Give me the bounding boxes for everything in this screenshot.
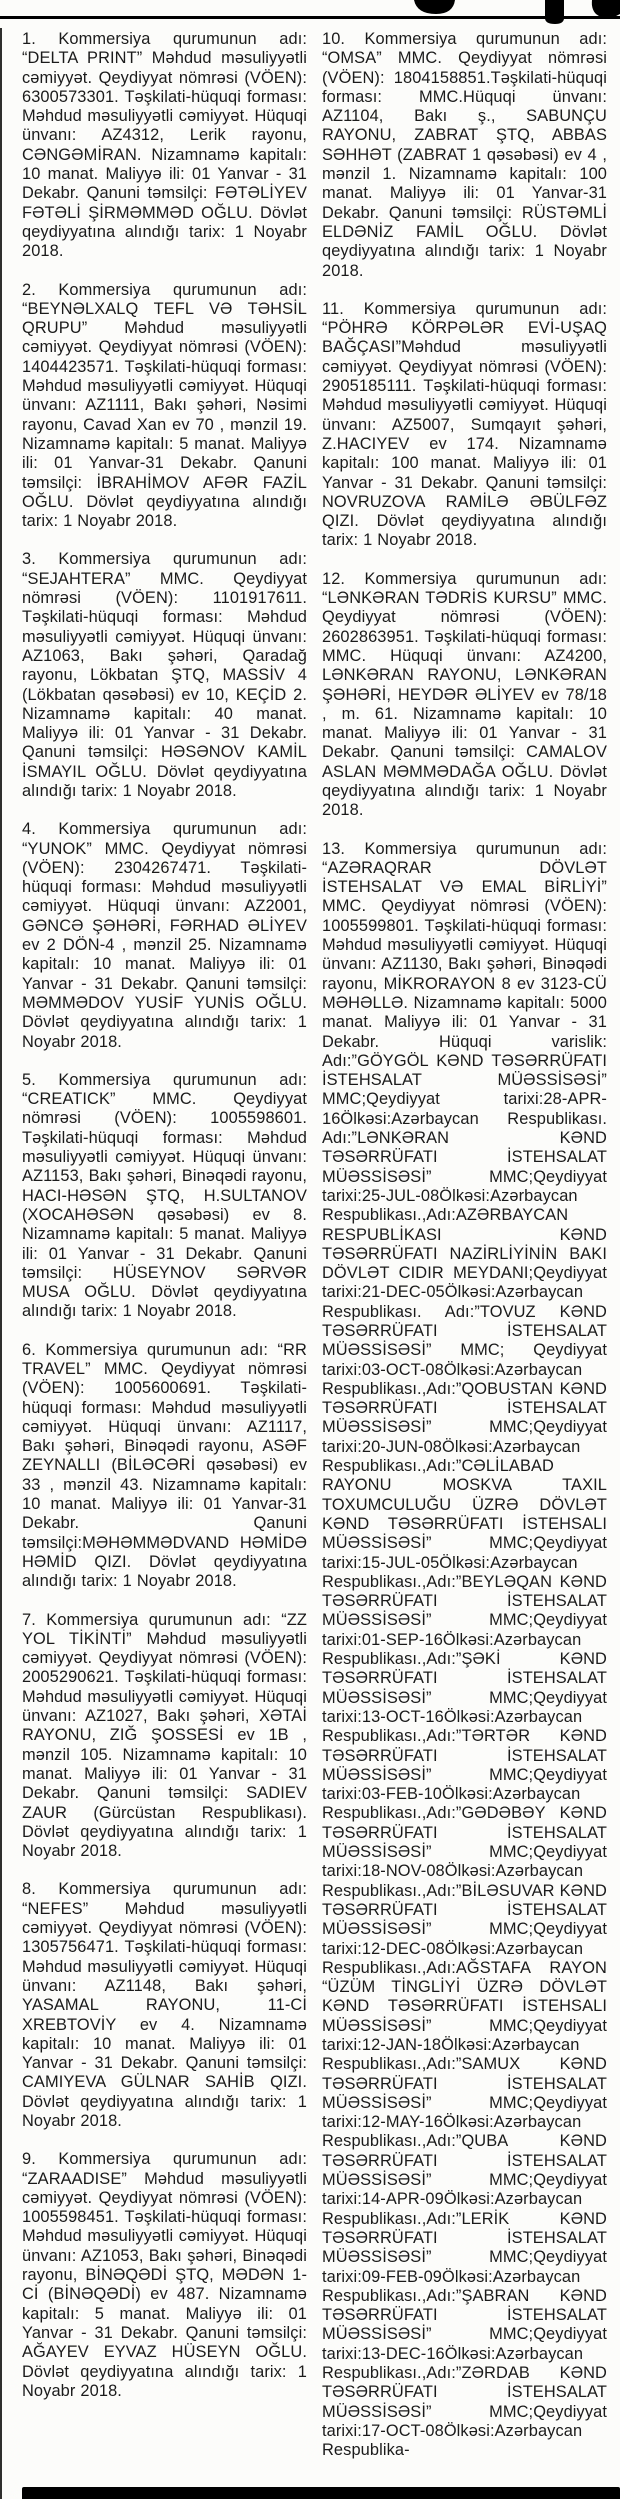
left-column-rule <box>0 28 2 2499</box>
registry-entry-8: 8. Kommersiya qurumunun adı: “NEFES” Məhdud məsuliyyətli cəmiyyət. Qeydiyyat nömrəsi (VÖEN): 1305756471. Təşkilati-hüquqi forması: Məhdud məsuliyyətli cəmiyyət. Hüquqi ünvanı: AZ1148, Bakı şəhəri, YASAMAL RAYONU, 11-Cİ XREBTOVİY ev 4. Nizamnamə kapitalı: 10 manat. Maliyyə ili: 01 Yanvar - 31 Dekabr. Qanuni təmsilçi: CAMIYEVA GÜLNAR SAHİB QIZI. Dövlət qeydiyyatına alındığı tarix: 1 Noyabr 2018. <box>22 1880 307 2130</box>
headline-glyph-fragment-left <box>414 0 455 14</box>
registry-entry-9: 9. Kommersiya qurumunun adı: “ZARAADISE” Məhdud məsuliyyətli cəmiyyət. Qeydiyyat nömrəsi (VÖEN): 1005598451. Təşkilati-hüquqi forması: Məhdud məsuliyyətli cəmiyyət. Hüquqi ünvanı: AZ1053, Bakı şəhəri, Binəqədi rayonu, BİNƏQƏDİ ŞTQ, MƏDƏN 1-Cİ (BİNƏQƏDİ) ev 487. Nizamnamə kapitalı: 5 manat. Maliyyə ili: 01 Yanvar - 31 Dekabr. Qanuni təmsilçi: AĞAYEV EYVAZ HÜSEYN OĞLU. Dövlət qeydiyyatına alındığı tarix: 1 Noyabr 2018. <box>22 2150 307 2400</box>
registry-entry-7: 7. Kommersiya qurumunun adı: “ZZ YOL TİKİNTİ” Məhdud məsuliyyətli cəmiyyət. Qeydiyyat nömrəsi (VÖEN): 2005290621. Təşkilati-hüquqi forması: Məhdud məsuliyyətli cəmiyyət. Hüquqi ünvanı: AZ1027, Bakı şəhəri, XƏTAİ RAYONU, ZIĞ ŞOSSESİ ev 1B , mənzil 105. Nizamnamə kapitalı: 10 manat. Maliyyə ili: 01 Yanvar - 31 Dekabr. Qanuni təmsilçi: SADIEV ZAUR (Gürcüstan Respublikası). Dövlət qeydiyyatına alındığı tarix: 1 Noyabr 2018. <box>22 1610 307 1861</box>
registry-entry-2: 2. Kommersiya qurumunun adı: “BEYNƏLXALQ TEFL VƏ TƏHSİL QRUPU” Məhdud məsuliyyətli cəmiyyət. Qeydiyyat nömrəsi (VÖEN): 1404423571. Təşkilati-hüquqi forması: Məhdud məsuliyyətli cəmiyyət. Hüquqi ünvanı: AZ1111, Bakı şəhəri, Nəsimi rayonu, Cavad Xan ev 70 , mənzil 19. Nizamnamə kapitalı: 5 manat. Maliyyə ili: 01 Yanvar-31 Dekabr. Qanuni təmsilçi: İBRAHİMOV AFƏR FAZİL OĞLU. Dövlət qeydiyyatına alındığı tarix: 1 Noyabr 2018. <box>22 280 307 531</box>
registry-entry-12: 12. Kommersiya qurumunun adı: “LƏNKƏRAN TƏDRİS KURSU” MMC. Qeydiyyat nömrəsi (VÖEN): 2602863951. Təşkilati-hüquqi forması: MMC. Hüquqi ünvanı: AZ4200, LƏNKƏRAN RAYONU, LƏNKƏRAN ŞƏHƏRİ, HEYDƏR ƏLİYEV ev 78/18 , m. 61. Nizamnamə kapitalı: 10 manat. Maliyyə ili: 01 Yanvar - 31 Dekabr. Qanuni təmsilçi: CAMALOV ASLAN MƏMMƏDAĞA OĞLU. Dövlət qeydiyyatına alındığı tarix: 1 Noyabr 2018. <box>322 569 607 820</box>
registry-entry-3: 3. Kommersiya qurumunun adı: “SEJAHTERA” MMC. Qeydiyyat nömrəsi (VÖEN): 1101917611. Təşkilati-hüquqi forması: Məhdud məsuliyyətli cəmiyyət. Hüquqi ünvanı: AZ1063, Bakı şəhəri, Qaradağ rayonu, Lökbatan ŞTQ, MASSİV 4 (Lökbatan qəsəbəsi) ev 10, KEÇİD 2. Nizamnamə kapitalı: 40 manat. Maliyyə ili: 01 Yanvar - 31 Dekabr. Qanuni təmsilçi: HƏSƏNOV KAMİL İSMAYIL OĞLU. Dövlət qeydiyyatına alındığı tarix: 1 Noyabr 2018. <box>22 550 307 800</box>
registry-entry-13: 13. Kommersiya qurumunun adı: “AZƏRAQRAR DÖVLƏT İSTEHSALAT VƏ EMAL BİRLİYİ” MMC. Qeydiyyat nömrəsi (VÖEN): 1005599801. Təşkilati-hüquqi forması: Məhdud məsuliyyətli cəmiyyət. Hüquqi ünvanı: AZ1130, Bakı şəhəri, Binəqədi rayonu, MİKRORAYON 8 ev 3123-CÜ MƏHƏLLƏ. Nizamnamə kapitalı: 5000 manat. Maliyyə ili: 01 Yanvar - 31 Dekabr. Hüquqi varislik: Adı:”GÖYGÖL KƏND TƏSƏRRÜFATI İSTEHSALAT MÜƏSSİSƏSİ” MMC;Qeydiyyat tarixi:28-APR-16Ölkəsi:Azərbaycan Respublikası. Adı:”LƏNKƏRAN KƏND TƏSƏRRÜFATI İSTEHSALAT MÜƏSSİSƏSİ” MMC;Qeydiyyat tarixi:25-JUL-08Ölkəsi:Azərbaycan Respublikası.,Adı:AZƏRBAYCAN RESPUBLİKASI KƏND TƏSƏRRÜFATI NAZİRLİYİNİN BAKI DÖVLƏT CIDIR MEYDANI;Qeydiyyat tarixi:21-DEC-05Ölkəsi:Azərbaycan Respublikası. Adı:”TOVUZ KƏND TƏSƏRRÜFATI İSTEHSALAT MÜƏSSİSƏSİ” MMC; Qeydiyyat tarixi:03-OCT-08Ölkəsi:Azərbaycan Respublikası.,Adı:”QOBUSTAN KƏND TƏSƏRRÜFATI İSTEHSALAT MÜƏSSİSƏSİ” MMC;Qeydiyyat tarixi:20-JUN-08Ölkəsi:Azərbaycan Respublikası.,Adı:”CƏLİLABAD RAYONU MOSKVA TAXIL TOXUMCULUĞU ÜZRƏ DÖVLƏT KƏND TƏSƏRRÜFATI İSTEHSALI MÜƏSSİSƏSİ” MMC;Qeydiyyat tarixi:15-JUL-05Ölkəsi:Azərbaycan Respublikası.,Adı:”BEYLƏQAN KƏND TƏSƏRRÜFATI İSTEHSALAT MÜƏSSİSƏSİ” MMC;Qeydiyyat tarixi:01-SEP-16Ölkəsi:Azərbaycan Respublikası.,Adı:”ŞƏKİ KƏND TƏSƏRRÜFATI İSTEHSALAT MÜƏSSİSƏSİ” MMC;Qeydiyyat tarixi:13-OCT-16Ölkəsi:Azərbaycan Respublikası.,Adı:”TƏRTƏR KƏND TƏSƏRRÜFATI İSTEHSALAT MÜƏSSİSƏSİ” MMC;Qeydiyyat tarixi:03-FEB-10Ölkəsi:Azərbaycan Respublikası.,Adı:”GƏDƏBƏY KƏND TƏSƏRRÜFATI İSTEHSALAT MÜƏSSİSƏSİ” MMC;Qeydiyyat tarixi:18-NOV-08Ölkəsi:Azərbaycan Respublikası.,Adı:”BİLƏSUVAR KƏND TƏSƏRRÜFATI İSTEHSALAT MÜƏSSİSƏSİ” MMC;Qeydiyyat tarixi:12-DEC-08Ölkəsi:Azərbaycan Respublikası.,Adı:AĞSTAFA RAYON “ÜZÜM TİNGLİYİ ÜZRƏ DÖVLƏT KƏND TƏSƏRRÜFATI İSTEHSALI MÜƏSSİSƏSİ” MMC;Qeydiyyat tarixi:12-JAN-18Ölkəsi:Azərbaycan Respublikası.,Adı:”SAMUX KƏND TƏSƏRRÜFATI İSTEHSALAT MÜƏSSİSƏSİ” MMC;Qeydiyyat tarixi:12-MAY-16Ölkəsi:Azərbaycan Respublikası.,Adı:”QUBA KƏND TƏSƏRRÜFATI İSTEHSALAT MÜƏSSİSƏSİ” MMC;Qeydiyyat tarixi:14-APR-09Ölkəsi:Azərbaycan Respublikası.,Adı:”LERİK KƏND TƏSƏRRÜFATI İSTEHSALAT MÜƏSSİSƏSİ” MMC;Qeydiyyat tarixi:09-FEB-09Ölkəsi:Azərbaycan Respublikası.,Adı:”ŞABRAN KƏND TƏSƏRRÜFATI İSTEHSALAT MÜƏSSİSƏSİ” MMC;Qeydiyyat tarixi:13-DEC-16Ölkəsi:Azərbaycan Respublikası.,Adı:”ZƏRDAB KƏND TƏSƏRRÜFATI İSTEHSALAT MÜƏSSİSƏSİ” MMC;Qeydiyyat tarixi:17-OCT-08Ölkəsi:Azərbaycan Respublika- <box>322 839 607 2460</box>
cropped-headline-glyphs <box>0 0 620 28</box>
registry-entry-10: 10. Kommersiya qurumunun adı: “OMSA” MMC. Qeydiyyat nömrəsi (VÖEN): 1804158851.Təşkilati-hüquqi forması: MMC.Hüquqi ünvanı: AZ1104, Bakı ş., SABUNÇU RAYONU, ZABRAT ŞTQ, ABBAS SƏHHƏT (ZABRAT 1 qəsəbəsi) ev 4 , mənzil 1. Nizamnamə kapitalı: 100 manat. Maliyyə ili: 01 Yanvar-31 Dekabr. Qanuni təmsilçi: RÜSTƏMLİ ELDƏNİZ FAMİL OĞLU. Dövlət qeydiyyatına alındığı tarix: 1 Noyabr 2018. <box>322 30 607 280</box>
headline-glyph-fragment-right-stem <box>545 0 564 24</box>
registry-entry-1: 1. Kommersiya qurumunun adı: “DELTA PRINT” Məhdud məsuliyyətli cəmiyyət. Qeydiyyat nömrəsi (VÖEN): 6300573301. Təşkilati-hüquqi forması: Məhdud məsuliyyətli cəmiyyət. Hüquqi ünvanı: AZ4312, Lerik rayonu, CƏNGƏMİRAN. Nizamnamə kapitalı: 10 manat. Maliyyə ili: 01 Yanvar - 31 Dekabr. Qanuni təmsilçi: FƏTƏLİYEV FƏTƏLİ ŞİRMƏMMƏD OĞLU. Dövlət qeydiyyatına alındığı tarix: 1 Noyabr 2018. <box>22 30 307 261</box>
registry-entry-5: 5. Kommersiya qurumunun adı: “CREATICK” MMC. Qeydiyyat nömrəsi (VÖEN): 1005598601. Təşkilati-hüquqi forması: Məhdud məsuliyyətli cəmiyyət. Hüquqi ünvanı: AZ1153, Bakı şəhəri, Binəqədi rayonu, HACI-HƏSƏN ŞTQ, H.SULTANOV (XOCAHƏSƏN qəsəbəsi) ev 8. Nizamnamə kapitalı: 5 manat. Maliyyə ili: 01 Yanvar - 31 Dekabr. Qanuni təmsilçi: HÜSEYNOV SƏRVƏR MUSA OĞLU. Dövlət qeydiyyatına alındığı tarix: 1 Noyabr 2018. <box>22 1070 307 1321</box>
registry-entry-6: 6. Kommersiya qurumunun adı: “RR TRAVEL” MMC. Qeydiyyat nömrəsi (VÖEN): 1005600691. Təşkilati-hüquqi forması: Məhdud məsuliyyətli cəmiyyət. Hüquqi ünvanı: AZ1117, Bakı şəhəri, Binəqədi rayonu, ASƏF ZEYNALLI (BİLƏCƏRİ qəsəbəsi) ev 33 , mənzil 43. Nizamnamə kapitalı: 10 manat. Maliyyə ili: 01 Yanvar-31 Dekabr. Qanuni təmsilçi:MƏHƏMMƏDVAND HƏMİDƏ HƏMİD QIZI. Dövlət qeydiyyatına alındığı tarix: 1 Noyabr 2018. <box>22 1340 307 1591</box>
column-right <box>322 30 607 2485</box>
registry-entry-11: 11. Kommersiya qurumunun adı: “PÖHRƏ KÖRPƏLƏR EVİ-UŞAQ BAĞÇASI”Məhdud məsuliyyətli cəmiyyət. Qeydiyyat nömrəsi (VÖEN): 2905185111. Təşkilati-hüquqi forması: Məhdud məsuliyyətli cəmiyyət. Hüquqi ünvanı: AZ5007, Sumqayıt şəhəri, Z.HACIYEV ev 174. Nizamnamə kapitalı: 100 manat. Maliyyə ili: 01 Yanvar - 31 Dekabr. Qanuni təmsilçi: NOVRUZOVA RAMİLƏ ƏBÜLFƏZ QIZI. Dövlət qeydiyyatına alındığı tarix: 1 Noyabr 2018. <box>322 299 607 550</box>
text-columns <box>22 30 608 2485</box>
top-horizontal-rule <box>0 16 620 19</box>
next-section-headline-bar <box>22 2487 620 2499</box>
column-left <box>22 30 307 2485</box>
registry-entry-4: 4. Kommersiya qurumunun adı: “YUNOK” MMC. Qeydiyyat nömrəsi (VÖEN): 2304267471. Təşkilati-hüquqi forması: Məhdud məsuliyyətli cəmiyyət. Hüquqi ünvanı: AZ2001, GƏNCƏ ŞƏHƏRİ, FƏRHAD ƏLİYEV ev 2 DÖN-4 , mənzil 25. Nizamnamə kapitalı: 10 manat. Maliyyə ili: 01 Yanvar - 31 Dekabr. Qanuni təmsilçi: MƏMMƏDOV YUSİF YUNİS OĞLU. Dövlət qeydiyyatına alındığı tarix: 1 Noyabr 2018. <box>22 820 307 1051</box>
